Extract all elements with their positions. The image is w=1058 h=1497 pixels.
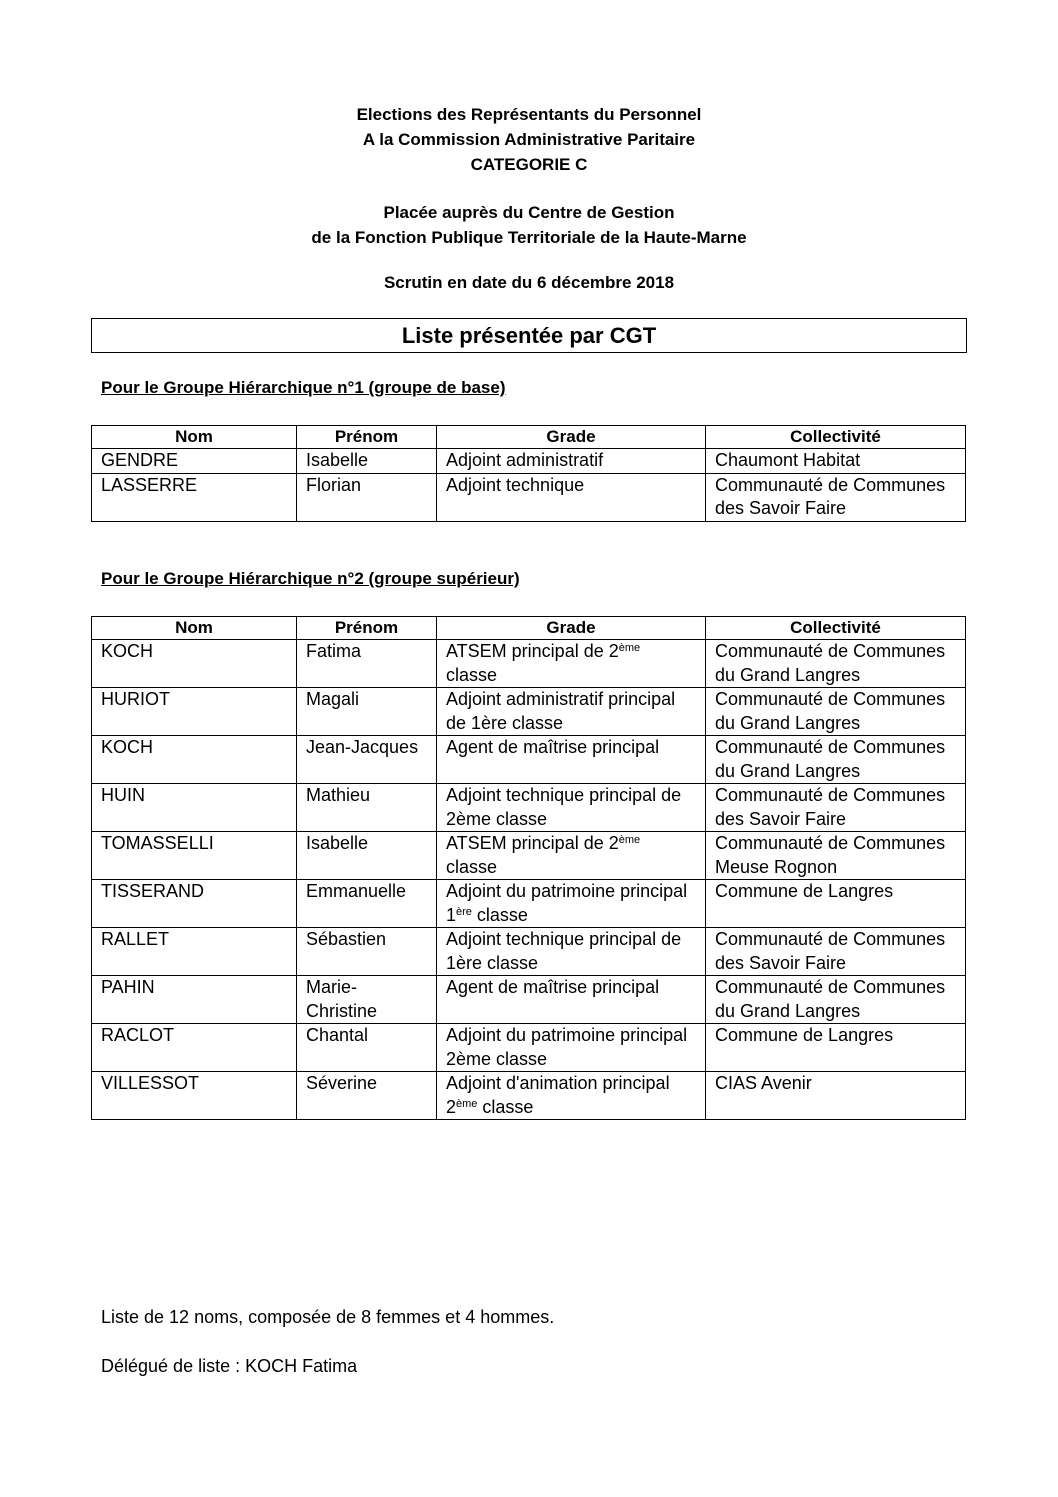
group2-title: Pour le Groupe Hiérarchique n°2 (groupe supérieur) (101, 569, 520, 588)
table-row (92, 688, 966, 736)
column-header-collectivite: Collectivité (706, 426, 966, 449)
column-header-nom: Nom (92, 426, 297, 449)
table-row (92, 640, 966, 688)
cell-grade (437, 688, 706, 736)
grade-superscript: ème (618, 834, 641, 846)
table-row (92, 928, 966, 976)
table-row (92, 976, 966, 1024)
title-line-3: CATEGORIE C (470, 155, 588, 174)
cell-collectivite: Communauté de Communes du Grand Langres (706, 688, 966, 736)
column-header-prenom: Prénom (297, 426, 437, 449)
title-line-4: Placée auprès du Centre de Gestion (383, 203, 675, 222)
grade-suffix: classe (446, 664, 498, 685)
cell-prenom: Magali (297, 688, 437, 736)
cell-collectivite: Chaumont Habitat (706, 449, 966, 474)
grade-text: ATSEM principal de 2 (446, 641, 619, 661)
cell-nom: TOMASSELLI (92, 832, 297, 880)
grade-text: Adjoint administratif (446, 450, 604, 470)
cell-collectivite: Commune de Langres (706, 880, 966, 928)
cell-prenom: Isabelle (297, 832, 437, 880)
cell-nom: PAHIN (92, 976, 297, 1024)
cell-collectivite: Communauté de Communes du Grand Langres (706, 640, 966, 688)
cell-prenom: Fatima (297, 640, 437, 688)
table-row (92, 736, 966, 784)
cell-collectivite: Communauté de Communes Meuse Rognon (706, 832, 966, 880)
cell-collectivite: Commune de Langres (706, 1024, 966, 1072)
election-title (0, 102, 1058, 177)
cell-grade (437, 640, 706, 688)
grade-superscript: ère (456, 905, 472, 918)
cell-grade (437, 736, 706, 784)
cell-nom: LASSERRE (92, 473, 297, 521)
scrutin-date (0, 270, 1058, 295)
table-row (92, 784, 966, 832)
cell-collectivite: Communauté de Communes des Savoir Faire (706, 928, 966, 976)
grade-suffix: classe (446, 856, 498, 877)
group1-title: Pour le Groupe Hiérarchique n°1 (groupe de base) (101, 378, 506, 397)
table-row (92, 449, 966, 474)
grade-text: Agent de maîtrise principal (446, 977, 660, 997)
cell-grade (437, 784, 706, 832)
grade-text: Adjoint d'animation principal 2 (446, 1073, 670, 1117)
cell-nom: TISSERAND (92, 880, 297, 928)
grade-text: Agent de maîtrise principal (446, 737, 660, 757)
title-line-1: Elections des Représentants du Personnel (356, 105, 702, 124)
column-header-prenom: Prénom (297, 617, 437, 640)
cell-grade (437, 880, 706, 928)
cell-nom: HUIN (92, 784, 297, 832)
grade-superscript: ème (618, 642, 641, 654)
list-delegate: Délégué de liste : KOCH Fatima (101, 1356, 358, 1376)
column-header-grade: Grade (437, 426, 706, 449)
grade-text: Adjoint technique principal de 2ème classe (446, 785, 682, 829)
cell-nom: KOCH (92, 736, 297, 784)
cell-prenom: Marie-Christine (297, 976, 437, 1024)
cell-collectivite: Communauté de Communes des Savoir Faire (706, 473, 966, 521)
list-summary: Liste de 12 noms, composée de 8 femmes et 4 hommes. (101, 1307, 555, 1327)
column-header-nom: Nom (92, 617, 297, 640)
cell-grade (437, 832, 706, 880)
cell-grade (437, 1072, 706, 1120)
title-line-5: de la Fonction Publique Territoriale de la Haute-Marne (311, 228, 747, 247)
cell-prenom: Mathieu (297, 784, 437, 832)
cell-nom: HURIOT (92, 688, 297, 736)
column-header-grade: Grade (437, 617, 706, 640)
cell-grade (437, 928, 706, 976)
cell-collectivite: CIAS Avenir (706, 1072, 966, 1120)
cell-grade (437, 1024, 706, 1072)
grade-superscript: ème (456, 1097, 478, 1110)
cell-nom: RACLOT (92, 1024, 297, 1072)
grade-text: ATSEM principal de 2 (446, 833, 619, 853)
column-header-collectivite: Collectivité (706, 617, 966, 640)
cell-collectivite: Communauté de Communes du Grand Langres (706, 976, 966, 1024)
cell-prenom: Florian (297, 473, 437, 521)
list-title: Liste présentée par CGT (91, 318, 967, 353)
table-row (92, 473, 966, 521)
cell-prenom: Sébastien (297, 928, 437, 976)
cell-prenom: Emmanuelle (297, 880, 437, 928)
table-row (92, 1024, 966, 1072)
grade-text: Adjoint administratif principal de 1ère classe (446, 689, 676, 733)
table-row (92, 832, 966, 880)
cell-grade (437, 473, 706, 521)
grade-text: Adjoint du patrimoine principal 2ème classe (446, 1025, 688, 1069)
cell-prenom: Jean-Jacques (297, 736, 437, 784)
grade-text: Adjoint technique principal de 1ère classe (446, 929, 682, 973)
group1-table (91, 425, 966, 522)
title-line-2: A la Commission Administrative Paritaire (362, 130, 696, 149)
cell-prenom: Isabelle (297, 449, 437, 474)
grade-suffix: classe (477, 1096, 534, 1117)
cell-nom: GENDRE (92, 449, 297, 474)
table-row (92, 880, 966, 928)
cell-nom: VILLESSOT (92, 1072, 297, 1120)
grade-text: Adjoint technique (446, 474, 585, 495)
group2-table (91, 616, 966, 1120)
cell-nom: RALLET (92, 928, 297, 976)
cell-collectivite: Communauté de Communes du Grand Langres (706, 736, 966, 784)
cell-nom: KOCH (92, 640, 297, 688)
centre-title (0, 200, 1058, 250)
table-header-row (92, 426, 966, 449)
table-row (92, 1072, 966, 1120)
cell-grade (437, 449, 706, 474)
cell-prenom: Séverine (297, 1072, 437, 1120)
grade-text: Adjoint du patrimoine principal 1 (446, 881, 688, 925)
cell-collectivite: Communauté de Communes des Savoir Faire (706, 784, 966, 832)
table-header-row (92, 617, 966, 640)
grade-suffix: classe (471, 904, 528, 925)
cell-prenom: Chantal (297, 1024, 437, 1072)
cell-grade (437, 976, 706, 1024)
title-line-6: Scrutin en date du 6 décembre 2018 (383, 273, 675, 292)
